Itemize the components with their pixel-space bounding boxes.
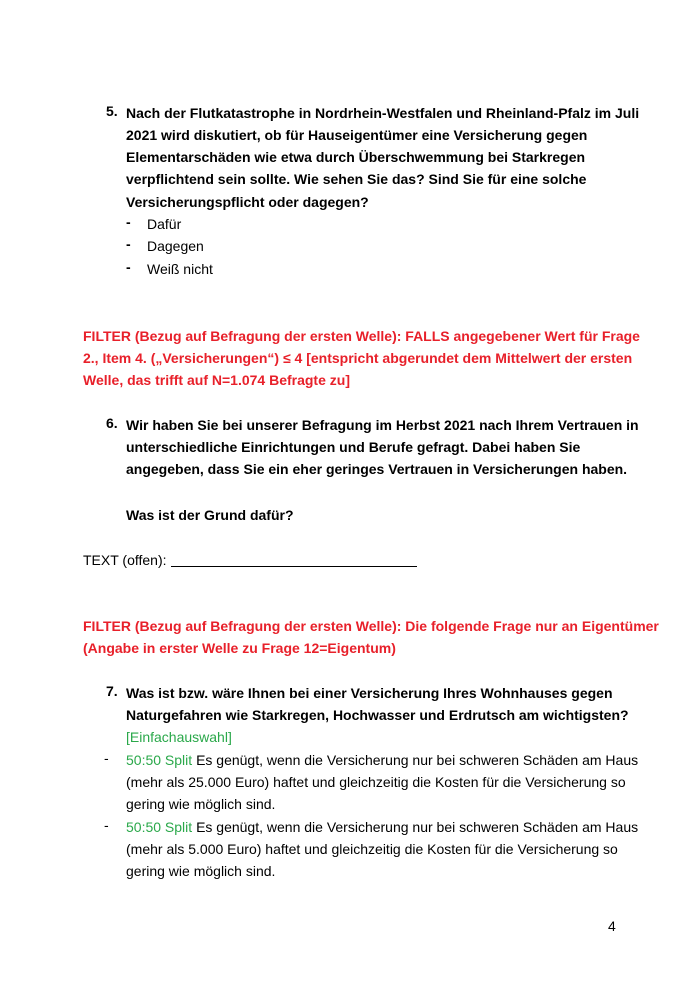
question-number: 6. (106, 415, 118, 431)
answer-option-line: gering wie möglich sind. (126, 796, 276, 812)
open-text-label: TEXT (offen): (83, 552, 167, 568)
answer-option-line (126, 817, 638, 837)
question-text-line: angegeben, dass Sie ein eher geringes Vertrauen in Versicherungen haben. (126, 461, 628, 477)
question-number: 7. (106, 683, 118, 699)
sub-question: Was ist der Grund dafür? (126, 507, 294, 523)
filter-text-line: Welle, das trifft auf N=1.074 Befragte zu] (83, 372, 350, 388)
filter-text-line: 2., Item 4. („Versicherungen“) ≤ 4 [entspricht abgerundet dem Mittelwert der ersten (83, 350, 633, 366)
answer-option: Dagegen (147, 238, 204, 254)
bullet-dash: - (126, 214, 131, 230)
answer-option-line: (mehr als 5.000 Euro) haftet und gleichzeitig die Kosten für die Versicherung so (126, 841, 618, 857)
filter-text-line: FILTER (Bezug auf Befragung der ersten Welle): Die folgende Frage nur an Eigentümer (83, 618, 659, 634)
filter-text-line: (Angabe in erster Welle zu Frage 12=Eigentum) (83, 640, 396, 656)
question-text-line: Naturgefahren wie Starkregen, Hochwasser und Erdrutsch am wichtigsten? (126, 707, 629, 723)
question-text-line: Was ist bzw. wäre Ihnen bei einer Versicherung Ihres Wohnhauses gegen (126, 685, 613, 701)
question-text-line: Wir haben Sie bei unserer Befragung im Herbst 2021 nach Ihrem Vertrauen in (126, 417, 639, 433)
question-text-line: unterschiedliche Einrichtungen und Berufe gefragt. Dabei haben Sie (126, 439, 581, 455)
filter-text-line: FILTER (Bezug auf Befragung der ersten Welle): FALLS angegebener Wert für Frage (83, 328, 640, 344)
bullet-dash: - (104, 750, 109, 766)
question-text-line: 2021 wird diskutiert, ob für Hauseigentümer eine Versicherung gegen (126, 127, 588, 143)
open-text-answer[interactable] (83, 550, 417, 570)
open-text-blank[interactable] (171, 552, 417, 567)
selection-note: [Einfachauswahl] (126, 729, 232, 745)
question-number: 5. (106, 103, 118, 119)
bullet-dash: - (104, 817, 109, 833)
answer-option-line: (mehr als 25.000 Euro) haftet und gleichzeitig die Kosten für die Versicherung so (126, 774, 626, 790)
option-text: Es genügt, wenn die Versicherung nur bei schweren Schäden am Haus (196, 819, 639, 835)
answer-option: Weiß nicht (147, 261, 213, 277)
question-text-line: Elementarschäden wie etwa durch Überschwemmung bei Starkregen (126, 149, 586, 165)
bullet-dash: - (126, 259, 131, 275)
question-text-line: verpflichtend sein sollte. Wie sehen Sie das? Sind Sie für eine solche (126, 171, 587, 187)
split-label: 50:50 Split (126, 819, 193, 835)
answer-option-line: gering wie möglich sind. (126, 863, 276, 879)
question-text-line: Nach der Flutkatastrophe in Nordrhein-Westfalen und Rheinland-Pfalz im Juli (126, 105, 640, 121)
split-label: 50:50 Split (126, 752, 193, 768)
question-text-line: Versicherungspflicht oder dagegen? (126, 194, 369, 210)
page-number: 4 (608, 918, 616, 934)
option-text: Es genügt, wenn die Versicherung nur bei schweren Schäden am Haus (196, 752, 639, 768)
answer-option: Dafür (147, 216, 182, 232)
bullet-dash: - (126, 236, 131, 252)
answer-option-line (126, 750, 638, 770)
